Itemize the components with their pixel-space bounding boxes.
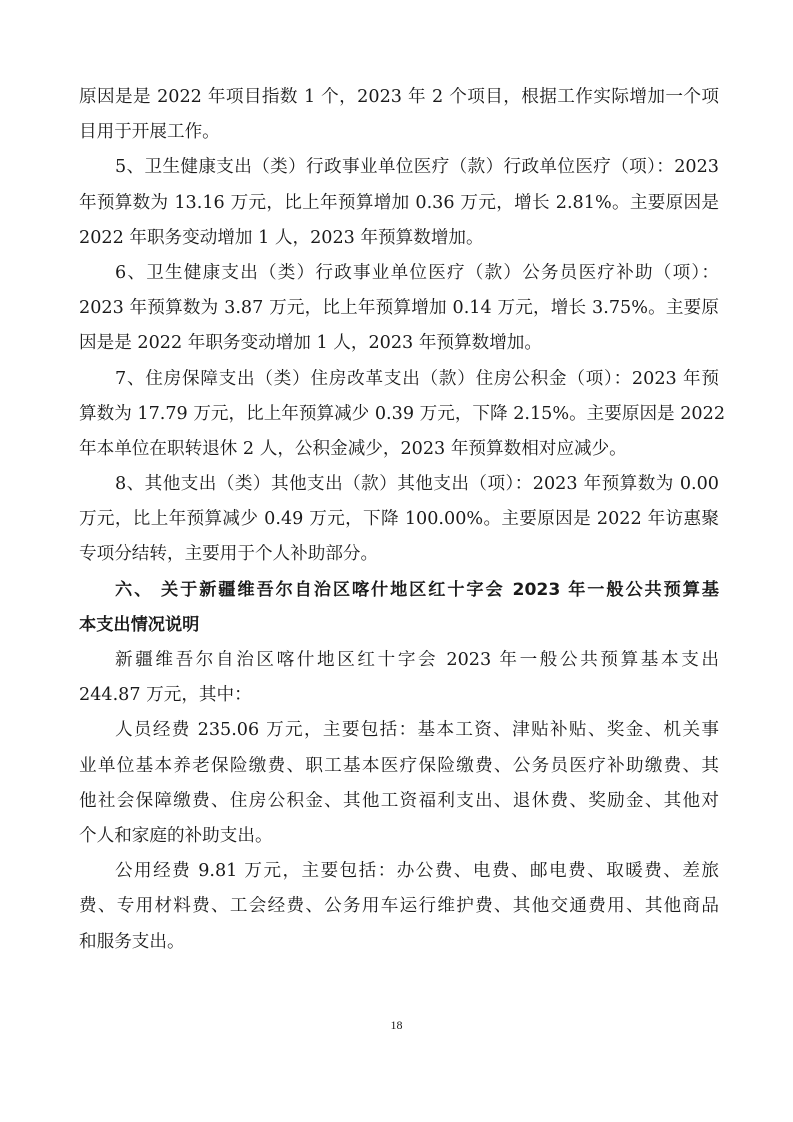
body-paragraph (79, 713, 719, 854)
heading-line: 本支出情况说明 (79, 614, 200, 635)
text-line: 因是是 2022 年职务变动增加 1 人，2023 年预算数增加。 (79, 333, 542, 354)
body-paragraph (79, 362, 726, 468)
body-paragraph (79, 80, 719, 150)
text-line: 年本单位在职转退休 2 人，公积金减少，2023 年预算数相对应减少。 (79, 438, 627, 459)
text-line: 244.87 万元，其中： (79, 685, 252, 706)
section-heading (79, 573, 719, 643)
text-line: 专项分结转，主要用于个人补助部分。 (79, 544, 379, 565)
text-line: 万元，比上年预算减少 0.49 万元，下降 100.00%。主要原因是 2022 年访惠聚 (79, 509, 719, 530)
text-line: 年预算数为 13.16 万元，比上年预算增加 0.36 万元，增长 2.81%。主要原因是 (79, 192, 719, 213)
text-line: 原因是是 2022 年项目指数 1 个，2023 年 2 个项目，根据工作实际增加一个项 (79, 87, 719, 107)
text-line: 算数为 17.79 万元，比上年预算减少 0.39 万元，下降 2.15%。主要原因是 2022 (79, 403, 726, 424)
text-line: 新疆维吾尔自治区喀什地区红十字会 2023 年一般公共预算基本支出 (115, 650, 719, 670)
body-paragraph (79, 643, 719, 713)
page-number: 18 (390, 1018, 403, 1032)
text-line: 7、住房保障支出（类）住房改革支出（款）住房公积金（项）：2023 年预 (115, 368, 719, 389)
text-line: 5、卫生健康支出（类）行政事业单位医疗（款）行政单位医疗（项）：2023 (115, 157, 719, 178)
text-line: 2022 年职务变动增加 1 人，2023 年预算数增加。 (79, 227, 484, 248)
text-line: 和服务支出。 (79, 931, 185, 952)
text-line: 公用经费 9.81 万元，主要包括：办公费、电费、邮电费、取暖费、差旅 (115, 861, 719, 882)
body-paragraph (79, 467, 719, 573)
heading-line: 六、 关于新疆维吾尔自治区喀什地区红十字会 2023 年一般公共预算基 (115, 579, 719, 600)
text-line: 他社会保障缴费、住房公积金、其他工资福利支出、退休费、奖励金、其他对 (79, 790, 719, 811)
body-paragraph (79, 256, 719, 362)
text-line: 人员经费 235.06 万元，主要包括：基本工资、津贴补贴、奖金、机关事 (115, 720, 719, 741)
text-line: 6、卫生健康支出（类）行政事业单位医疗（款）公务员医疗补助（项）： (115, 262, 719, 283)
document-page (79, 80, 726, 960)
text-line: 个人和家庭的补助支出。 (79, 825, 273, 846)
text-line: 目用于开展工作。 (79, 122, 220, 143)
text-line: 8、其他支出（类）其他支出（款）其他支出（项）：2023 年预算数为 0.00 (115, 474, 719, 495)
text-line: 2023 年预算数为 3.87 万元，比上年预算增加 0.14 万元，增长 3.75%。主要原 (79, 298, 719, 319)
text-line: 费、专用材料费、工会经费、公务用车运行维护费、其他交通费用、其他商品 (79, 896, 719, 917)
body-paragraph (79, 854, 719, 960)
body-paragraph (79, 150, 719, 256)
text-line: 业单位基本养老保险缴费、职工基本医疗保险缴费、公务员医疗补助缴费、其 (79, 755, 719, 776)
